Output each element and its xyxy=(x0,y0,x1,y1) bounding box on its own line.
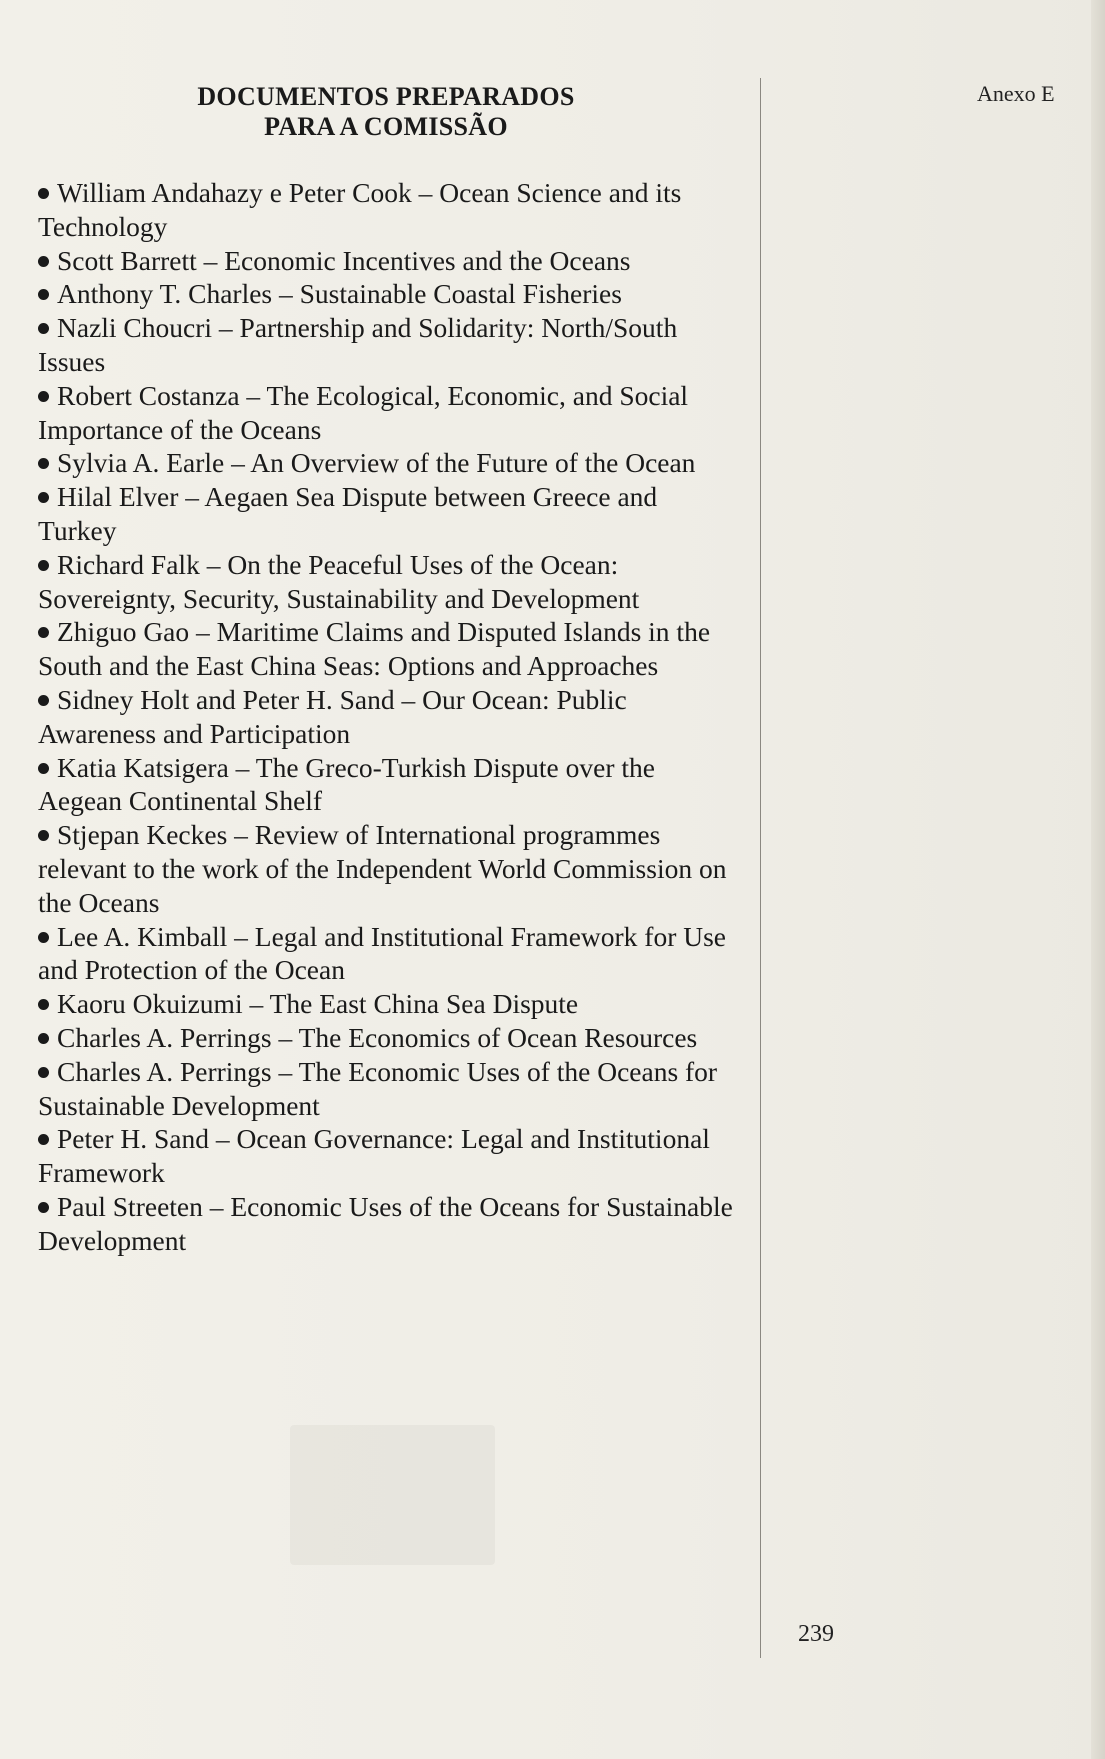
list-item xyxy=(38,277,738,311)
list-item-text: Richard Falk – On the Peaceful Uses of the Ocean: Sovereignty, Security, Sustainability and Development xyxy=(38,548,640,614)
scan-smudge xyxy=(290,1425,495,1565)
list-item xyxy=(38,446,738,480)
list-item xyxy=(38,683,738,751)
bullet-icon xyxy=(38,627,49,638)
bullet-icon xyxy=(38,695,49,706)
list-item-text: Zhiguo Gao – Maritime Claims and Disputed Islands in the South and the East China Seas: Options and Approaches xyxy=(38,616,711,682)
list-item xyxy=(38,920,738,988)
list-item xyxy=(38,1055,738,1123)
bullet-icon xyxy=(38,1134,49,1145)
page-title-line-1: DOCUMENTOS PREPARADOS xyxy=(197,82,575,111)
list-item xyxy=(38,818,738,919)
list-item xyxy=(38,751,738,819)
page-number: 239 xyxy=(798,1621,834,1647)
list-item-text: Robert Costanza – The Ecological, Economic, and Social Importance of the Oceans xyxy=(38,379,689,445)
list-item-text: Kaoru Okuizumi – The East China Sea Dispute xyxy=(57,988,579,1020)
bullet-icon xyxy=(38,458,49,469)
list-item-text: Scott Barrett – Economic Incentives and the Oceans xyxy=(57,244,631,276)
bullet-icon xyxy=(38,999,49,1010)
list-item xyxy=(38,244,738,278)
list-item-text: Stjepan Keckes – Review of International programmes relevant to the work of the Independent World Commission on the Oceans xyxy=(38,819,727,918)
list-item xyxy=(38,1122,738,1190)
bullet-icon xyxy=(38,830,49,841)
page-title xyxy=(36,82,736,142)
list-item-text: Anthony T. Charles – Sustainable Coastal Fisheries xyxy=(57,278,622,310)
list-item xyxy=(38,311,738,379)
list-item xyxy=(38,176,738,244)
annex-label: Anexo E xyxy=(977,81,1055,106)
bullet-icon xyxy=(38,763,49,774)
column-divider xyxy=(760,78,761,1658)
list-item-text: Katia Katsigera – The Greco-Turkish Dispute over the Aegean Continental Shelf xyxy=(38,751,655,817)
bullet-icon xyxy=(38,289,49,300)
bullet-icon xyxy=(38,932,49,943)
list-item-text: Lee A. Kimball – Legal and Institutional Framework for Use and Protection of the Ocean xyxy=(38,920,726,986)
list-item-text: Peter H. Sand – Ocean Governance: Legal and Institutional Framework xyxy=(38,1123,710,1189)
bullet-icon xyxy=(38,323,49,334)
list-item xyxy=(38,615,738,683)
list-item xyxy=(38,379,738,447)
list-item-text: William Andahazy e Peter Cook – Ocean Science and its Technology xyxy=(38,177,682,242)
bullet-icon xyxy=(38,188,49,199)
list-item-text: Charles A. Perrings – The Economics of Ocean Resources xyxy=(57,1021,698,1053)
bullet-icon xyxy=(38,1033,49,1044)
bullet-icon xyxy=(38,1067,49,1078)
list-item xyxy=(38,987,738,1021)
list-item xyxy=(38,1190,738,1258)
list-item xyxy=(38,548,738,616)
list-item-text: Paul Streeten – Economic Uses of the Oceans for Sustainable Development xyxy=(38,1190,733,1256)
list-item xyxy=(38,1021,738,1055)
bullet-icon xyxy=(38,560,49,571)
bullet-icon xyxy=(38,1202,49,1213)
page-title-line-2: PARA A COMISSÃO xyxy=(264,112,508,141)
bullet-icon xyxy=(38,492,49,503)
list-item xyxy=(38,480,738,548)
list-item-text: Sidney Holt and Peter H. Sand – Our Ocean: Public Awareness and Participation xyxy=(38,683,627,749)
page-edge xyxy=(1091,0,1105,1759)
list-item-text: Nazli Choucri – Partnership and Solidarity: North/South Issues xyxy=(38,312,678,377)
list-item-text: Charles A. Perrings – The Economic Uses of the Oceans for Sustainable Development xyxy=(38,1055,718,1121)
list-item-text: Hilal Elver – Aegaen Sea Dispute between Greece and Turkey xyxy=(38,481,658,546)
list-item-text: Sylvia A. Earle – An Overview of the Future of the Ocean xyxy=(57,447,696,479)
bullet-icon xyxy=(38,391,49,402)
document-list xyxy=(38,176,738,1258)
bullet-icon xyxy=(38,256,49,267)
